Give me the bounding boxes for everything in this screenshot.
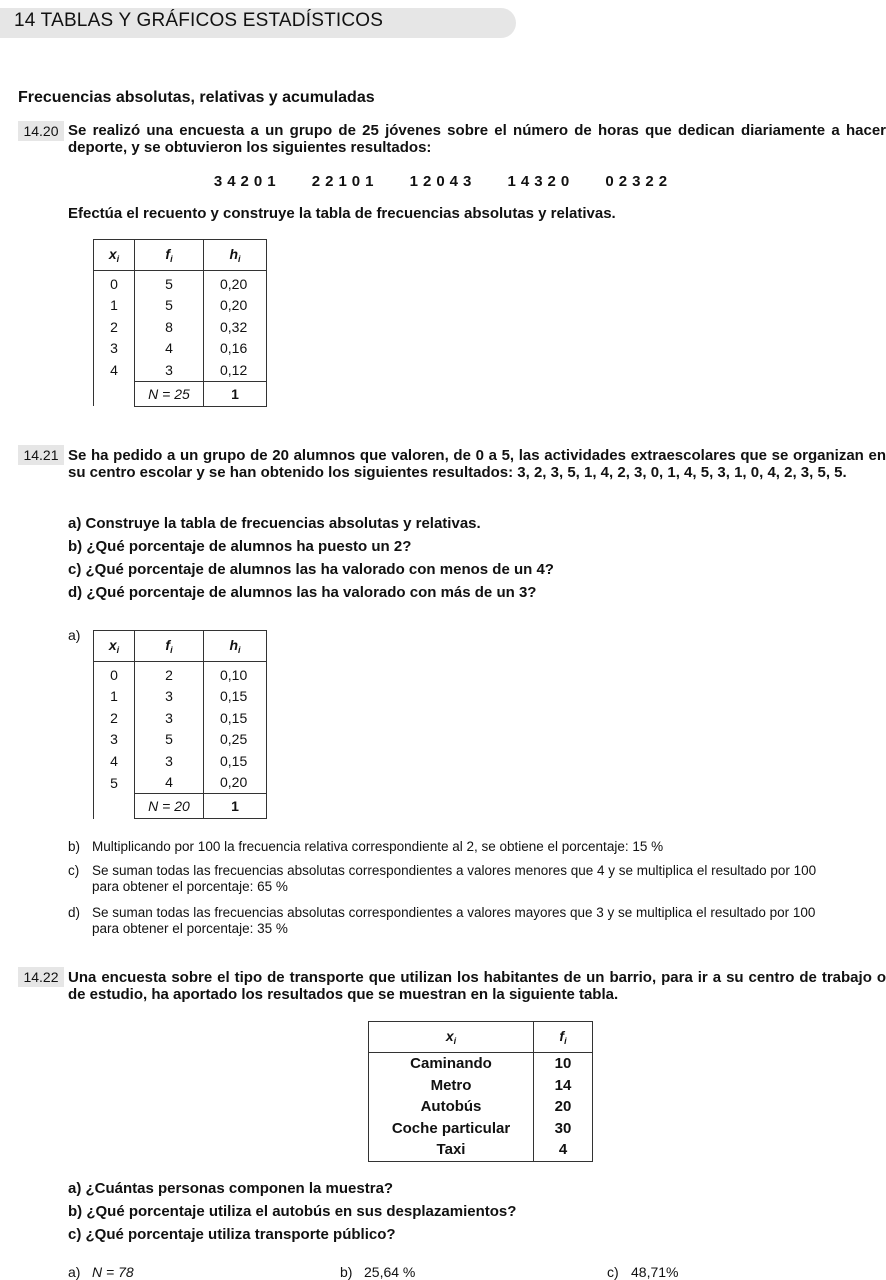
cell-f: 30 <box>534 1118 593 1140</box>
cell-f: 5 <box>135 271 204 295</box>
header-h: $h_i$ <box>204 631 267 662</box>
table-row <box>94 359 267 381</box>
cell-x: 1 <box>94 686 135 708</box>
answer-a-label: a) <box>68 627 81 643</box>
cell-f: 4 <box>135 338 204 360</box>
table-total-row <box>94 794 267 819</box>
header-x: $x_i$ <box>369 1022 534 1053</box>
table-row <box>94 295 267 317</box>
cell-f: 3 <box>135 686 204 708</box>
header-h: $h_i$ <box>204 240 267 271</box>
total-n: N = 20 <box>135 794 204 819</box>
cell-f: 14 <box>534 1075 593 1097</box>
header-f: $f_i$ <box>135 240 204 271</box>
cell-blank <box>94 794 135 819</box>
answer-b <box>68 839 886 855</box>
table-row <box>94 772 267 794</box>
problem-statement-1420: Se realizó una encuesta a un grupo de 25 jóvenes sobre el número de horas que dedican diariamente a hacer deporte, y se obtuvieron los siguientes resultados: <box>68 122 886 156</box>
cell-f: 5 <box>135 295 204 317</box>
answer-label: c) <box>607 1264 619 1280</box>
header-f: $f_i$ <box>534 1022 593 1053</box>
table-row <box>94 662 267 686</box>
question-b: b) ¿Qué porcentaje de alumnos ha puesto un 2? <box>68 538 412 555</box>
transport-table <box>368 1021 593 1162</box>
cell-x: 4 <box>94 750 135 772</box>
table-header-row <box>369 1022 593 1053</box>
cell-x: 4 <box>94 359 135 381</box>
cell-h: 0,20 <box>204 271 267 295</box>
cell-f: 3 <box>135 750 204 772</box>
cell-f: 3 <box>135 707 204 729</box>
header-x: $x_i$ <box>94 240 135 271</box>
answer-text: Se suman todas las frecuencias absolutas correspondientes a valores menores que 4 y se multiplica el resultado por 100 <box>92 863 817 878</box>
table-row <box>369 1139 593 1161</box>
cell-x: 5 <box>94 772 135 794</box>
cell-h: 0,15 <box>204 686 267 708</box>
cell-f: 5 <box>135 729 204 751</box>
table-row <box>94 338 267 360</box>
cell-f: 10 <box>534 1053 593 1075</box>
table-row <box>94 686 267 708</box>
table-row <box>94 750 267 772</box>
answer-d <box>68 905 886 937</box>
question-d: d) ¿Qué porcentaje de alumnos las ha valorado con más de un 3? <box>68 584 537 601</box>
cell-h: 0,10 <box>204 662 267 686</box>
question-a: a) ¿Cuántas personas componen la muestra? <box>68 1180 394 1197</box>
answer-text: N = 78 <box>92 1264 134 1280</box>
cell-x: Autobús <box>369 1096 534 1118</box>
total-n: N = 25 <box>135 381 204 406</box>
cell-x: 0 <box>94 662 135 686</box>
header-f: $f_i$ <box>135 631 204 662</box>
problem-number-1422: 14.22 <box>18 967 64 987</box>
answer-c <box>68 863 886 895</box>
cell-x: 1 <box>94 295 135 317</box>
table-row <box>94 729 267 751</box>
final-answer-a <box>68 1264 134 1280</box>
cell-x: 3 <box>94 729 135 751</box>
final-answer-c <box>607 1264 678 1280</box>
table-row <box>369 1075 593 1097</box>
question-b: b) ¿Qué porcentaje utiliza el autobús en sus desplazamientos? <box>68 1203 517 1220</box>
cell-f: 4 <box>534 1139 593 1161</box>
cell-f: 2 <box>135 662 204 686</box>
cell-x: Metro <box>369 1075 534 1097</box>
cell-h: 0,20 <box>204 295 267 317</box>
problem-statement-1421: Se ha pedido a un grupo de 20 alumnos que valoren, de 0 a 5, las actividades extraescolares que se organizan en su centro escolar y se han obtenido los siguientes resultados: 3, 2, 3, 5, 1, 4, 2, 3, 0, 1, 4, 5, 3, 1, 0, 4, 2, 3, 5, 5. <box>68 447 886 481</box>
cell-x: Coche particular <box>369 1118 534 1140</box>
problem-number-1421: 14.21 <box>18 445 64 465</box>
section-title: Frecuencias absolutas, relativas y acumuladas <box>18 89 375 106</box>
problem-number-1420: 14.20 <box>18 121 64 141</box>
answer-label: d) <box>68 905 81 920</box>
question-c: c) ¿Qué porcentaje utiliza transporte público? <box>68 1226 396 1243</box>
page-title: 14 TABLAS Y GRÁFICOS ESTADÍSTICOS <box>14 10 384 31</box>
cell-x: Caminando <box>369 1053 534 1075</box>
table-row <box>94 707 267 729</box>
total-h: 1 <box>204 381 267 406</box>
answer-text: 25,64 % <box>364 1264 416 1280</box>
table-row <box>369 1096 593 1118</box>
cell-f: 3 <box>135 359 204 381</box>
problem-statement-1422: Una encuesta sobre el tipo de transporte que utilizan los habitantes de un barrio, para ir a su centro de trabajo o de estudio, ha aportado los resultados que se muestran en la siguiente tabla. <box>68 969 886 1003</box>
answer-text: Multiplicando por 100 la frecuencia relativa correspondiente al 2, se obtiene el porcentaje: 15 % <box>92 839 664 854</box>
cell-h: 0,16 <box>204 338 267 360</box>
table-row <box>94 271 267 295</box>
problem-task-1420: Efectúa el recuento y construye la tabla de frecuencias absolutas y relativas. <box>68 205 616 222</box>
answer-label: b) <box>340 1264 353 1280</box>
table-header-row <box>94 631 267 662</box>
cell-h: 0,20 <box>204 772 267 794</box>
table-row <box>369 1053 593 1075</box>
frequency-table-1421 <box>93 630 267 819</box>
table-header-row <box>94 240 267 271</box>
cell-x: 2 <box>94 316 135 338</box>
answer-text: 48,71% <box>631 1264 679 1280</box>
cell-f: 4 <box>135 772 204 794</box>
cell-h: 0,32 <box>204 316 267 338</box>
table-row <box>94 316 267 338</box>
final-answer-b <box>340 1264 415 1280</box>
data-sequence: 34201 22101 12043 14320 02322 <box>213 173 673 190</box>
cell-x: 0 <box>94 271 135 295</box>
cell-h: 0,12 <box>204 359 267 381</box>
frequency-table-1420 <box>93 239 267 407</box>
answer-label: c) <box>68 863 80 878</box>
table-row <box>369 1118 593 1140</box>
question-c: c) ¿Qué porcentaje de alumnos las ha valorado con menos de un 4? <box>68 561 554 578</box>
answer-label: b) <box>68 839 81 854</box>
cell-f: 8 <box>135 316 204 338</box>
answer-text-cont: para obtener el porcentaje: 65 % <box>92 879 288 894</box>
cell-h: 0,25 <box>204 729 267 751</box>
answer-text: Se suman todas las frecuencias absolutas correspondientes a valores mayores que 3 y se multiplica el resultado por 100 <box>92 905 816 920</box>
answer-text-cont: para obtener el porcentaje: 35 % <box>92 921 288 936</box>
cell-h: 0,15 <box>204 707 267 729</box>
question-a: a) Construye la tabla de frecuencias absolutas y relativas. <box>68 515 481 532</box>
cell-x: 3 <box>94 338 135 360</box>
table-total-row <box>94 381 267 406</box>
total-h: 1 <box>204 794 267 819</box>
cell-blank <box>94 381 135 406</box>
cell-x: 2 <box>94 707 135 729</box>
header-x: $x_i$ <box>94 631 135 662</box>
cell-f: 20 <box>534 1096 593 1118</box>
cell-x: Taxi <box>369 1139 534 1161</box>
answer-label: a) <box>68 1264 81 1280</box>
cell-h: 0,15 <box>204 750 267 772</box>
